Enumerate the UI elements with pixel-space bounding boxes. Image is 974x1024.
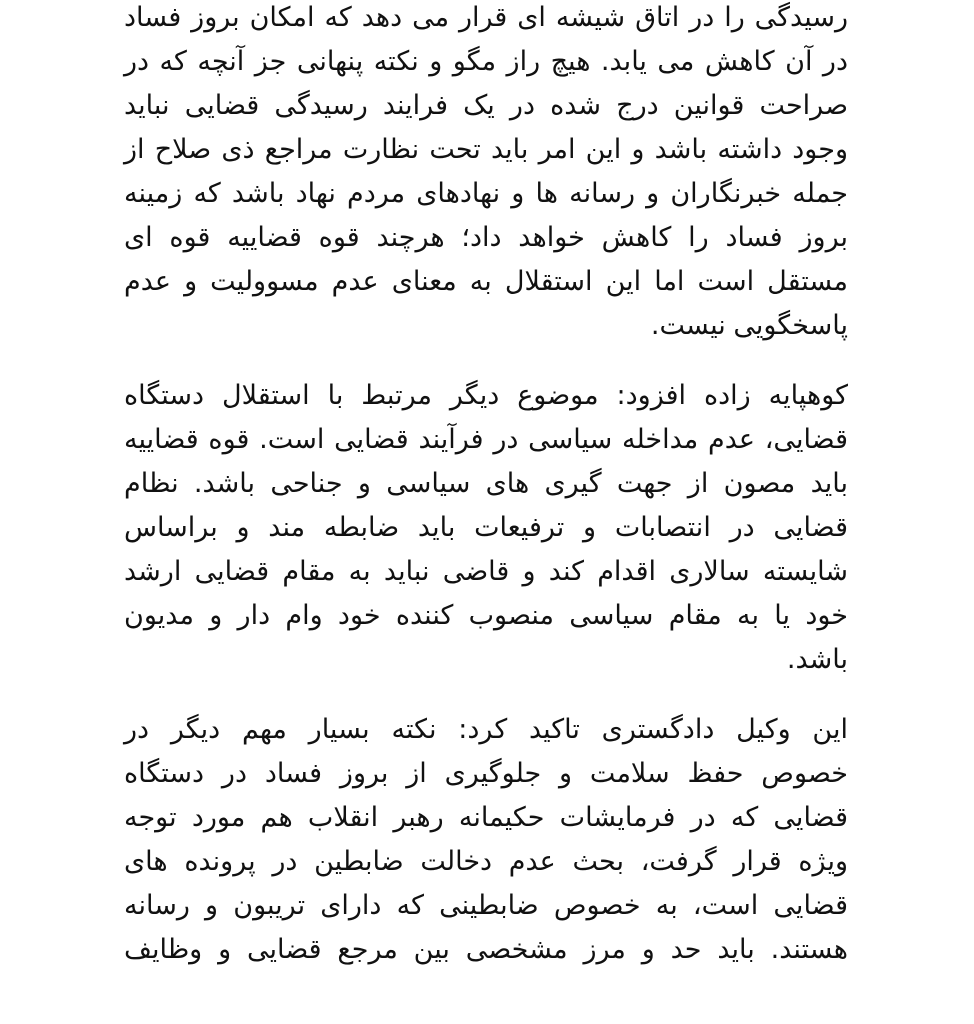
paragraph-3 bbox=[124, 708, 848, 972]
text-line: بروز فساد را کاهش خواهد داد؛ هرچند قوه قضاییه قوه ای bbox=[124, 222, 848, 253]
text-line: جمله خبرنگاران و رسانه ها و نهادهای مردم نهاد باشد که زمینه bbox=[124, 178, 848, 209]
text-line: باشد. bbox=[786, 644, 848, 675]
text-line: باید مصون از جهت گیری های سیاسی و جناحی باشد. نظام bbox=[124, 468, 848, 499]
text-line: مستقل است اما این استقلال به معنای عدم مسوولیت و عدم bbox=[124, 266, 848, 297]
text-line: خود یا به مقام سیاسی منصوب کننده خود وام دار و مدیون bbox=[124, 600, 848, 631]
text-line: رسیدگی را در اتاق شیشه ای قرار می دهد که امکان بروز فساد bbox=[124, 2, 848, 33]
text-line: قضایی، عدم مداخله سیاسی در فرآیند قضایی است. قوه قضاییه bbox=[124, 424, 848, 455]
article-body bbox=[124, 0, 848, 998]
text-line: قضایی است، به خصوص ضابطینی که دارای تریبون و رسانه bbox=[124, 890, 848, 921]
text-line: در آن کاهش می یابد. هیچ راز مگو و نکته پنهانی جز آنچه که در bbox=[124, 46, 848, 77]
text-line: شایسته سالاری اقدام کند و قاضی نباید به مقام قضایی ارشد bbox=[124, 556, 848, 587]
text-line: صراحت قوانین درج شده در یک فرایند رسیدگی قضایی نباید bbox=[124, 90, 848, 121]
text-line: کوهپایه زاده افزود: موضوع دیگر مرتبط با استقلال دستگاه bbox=[124, 380, 848, 411]
paragraph-1 bbox=[124, 0, 848, 348]
text-line: خصوص حفظ سلامت و جلوگیری از بروز فساد در دستگاه bbox=[124, 758, 848, 789]
text-line: هستند. باید حد و مرز مشخصی بین مرجع قضایی و وظایف bbox=[124, 934, 848, 965]
text-line: ویژه قرار گرفت، بحث عدم دخالت ضابطین در پرونده های bbox=[124, 846, 848, 877]
text-line: وجود داشته باشد و این امر باید تحت نظارت مراجع ذی صلاح از bbox=[124, 134, 848, 165]
text-line: قضایی که در فرمایشات حکیمانه رهبر انقلاب هم مورد توجه bbox=[124, 802, 848, 833]
text-line: قضایی در انتصابات و ترفیعات باید ضابطه مند و براساس bbox=[124, 512, 848, 543]
paragraph-2 bbox=[124, 374, 848, 682]
text-line: این وکیل دادگستری تاکید کرد: نکته بسیار مهم دیگر در bbox=[124, 714, 848, 745]
text-line: پاسخگویی نیست. bbox=[650, 310, 848, 341]
